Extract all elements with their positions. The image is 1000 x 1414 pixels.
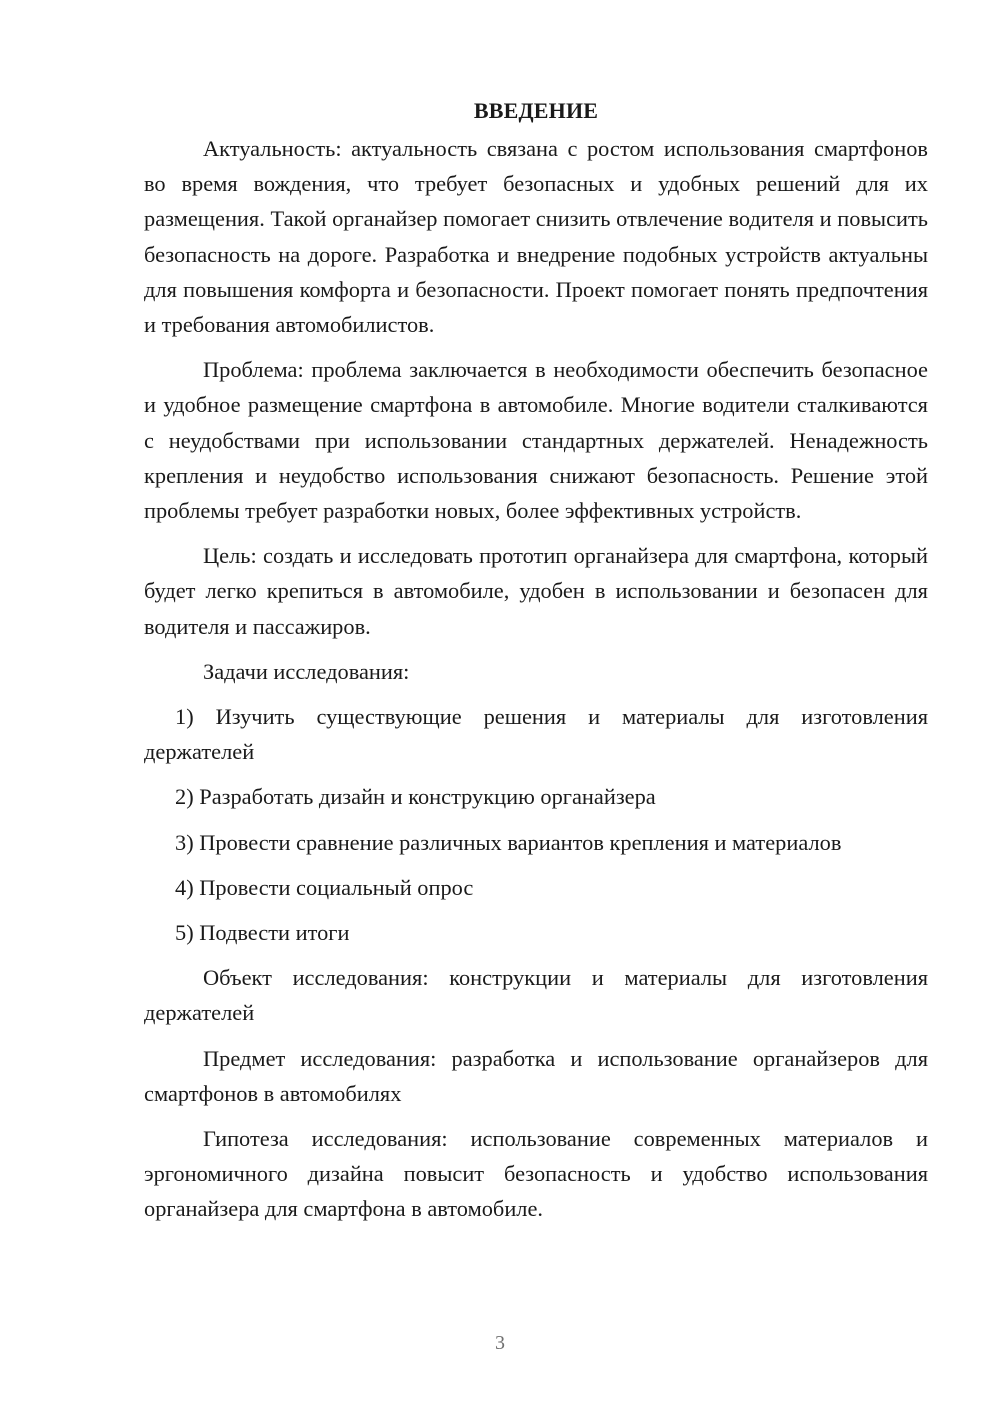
- hypothesis-paragraph: Гипотеза исследования: использование современных материалов и эргономичного дизайна повысит безопасность и удобство использования органайзера для смартфона в автомобиле.: [144, 1126, 928, 1222]
- relevance-paragraph: Актуальность: актуальность связана с ростом использования смартфонов во время вождения, что требует безопасных и удобных решений для их размещения. Такой органайзер помогает снизить отвлечение водителя и повысить безопасность на дороге. Разработка и внедрение подобных устройств актуальны для повышения комфорта и безопасности. Проект помогает понять предпочтения и требования автомобилистов.: [144, 136, 928, 338]
- page-number: 3: [495, 1332, 505, 1354]
- object-paragraph: Объект исследования: конструкции и материалы для изготовления держателей: [144, 965, 928, 1026]
- tasks-heading: Задачи исследования:: [203, 658, 410, 684]
- problem-paragraph: Проблема: проблема заключается в необходимости обеспечить безопасное и удобное размещение смартфона в автомобиле. Многие водители сталкиваются с неудобствами при использовании стандартных держателей. Ненадежность крепления и неудобство использования снижают безопасность. Решение этой проблемы требует разработки новых, более эффективных устройств.: [144, 357, 928, 524]
- subject-paragraph: Предмет исследования: разработка и использование органайзеров для смартфонов в автомобилях: [144, 1045, 928, 1106]
- task-item-4: 4) Провести социальный опрос: [175, 874, 474, 900]
- task-item-2: 2) Разработать дизайн и конструкцию органайзера: [175, 784, 656, 810]
- goal-paragraph: Цель: создать и исследовать прототип органайзера для смартфона, который будет легко крепиться в автомобиле, удобен в использовании и безопасен для водителя и пассажиров.: [144, 543, 928, 639]
- document-page: [144, 95, 928, 1227]
- task-item-1: 1) Изучить существующие решения и материалы для изготовления держателей: [144, 704, 928, 765]
- section-heading: ВВЕДЕНИЕ: [473, 98, 599, 123]
- task-item-3: 3) Провести сравнение различных вариантов крепления и материалов: [175, 829, 842, 855]
- task-item-5: 5) Подвести итоги: [175, 920, 350, 946]
